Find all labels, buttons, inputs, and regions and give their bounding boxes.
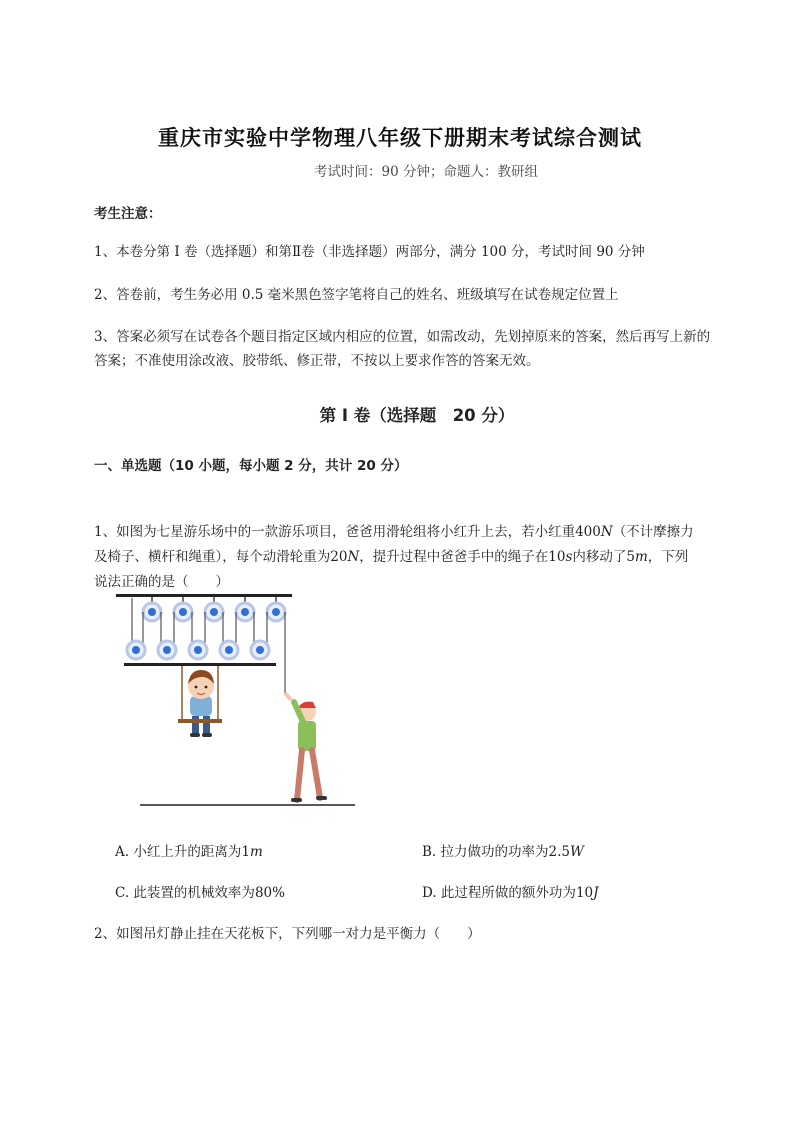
question-2: 2、如图吊灯静止挂在天花板下，下列哪一对力是平衡力（ ） [94,926,481,942]
question-1-line-1: 1、如图为七星游乐场中的一款游乐项目，爸爸用滑轮组将小红升上去，若小红重400N（不计摩擦力 [94,524,694,540]
swing-seat [178,719,222,723]
exam-info: 考试时间：90 分钟；命题人：教研组 [314,164,538,180]
movable-beam [124,663,276,666]
child-on-swing [188,670,214,737]
fixed-beam [116,594,292,597]
option-b[interactable]: B. 拉力做功的功率为2.5W [422,844,584,860]
notice-item-1: 1、本卷分第 I 卷（选择题）和第Ⅱ卷（非选择题）两部分，满分 100 分，考试时间 90 分钟 [94,244,645,260]
option-c[interactable]: C. 此装置的机械效率为80% [115,885,285,901]
question-1-line-2: 及椅子、横杆和绳重），每个动滑轮重为20N，提升过程中爸爸手中的绳子在10s内移动了5m，下列 [94,549,689,565]
section-title: 第 I 卷（选择题 20 分） [319,406,515,425]
question-1-line-3: 说法正确的是（ ） [94,574,229,590]
question-1 [94,520,714,595]
father-pulling-rope [285,693,327,802]
pulley-ride-illustration [110,588,360,810]
notice-item-2: 2、答卷前，考生务必用 0.5 毫米黑色签字笔将自己的姓名、班级填写在试卷规定位置上 [94,287,619,303]
part-heading: 一、单选题（10 小题，每小题 2 分，共计 20 分） [94,458,408,474]
page-title: 重庆市实验中学物理八年级下册期末考试综合测试 [158,126,642,150]
notice-heading: 考生注意： [94,206,162,222]
option-a[interactable]: A. 小红上升的距离为1m [115,844,263,860]
fixed-pulley-row [143,597,285,621]
option-d[interactable]: D. 此过程所做的额外功为10J [422,885,599,901]
notice-item-3: 3、答案必须写在试卷各个题目指定区域内相应的位置，如需改动，先划掉原来的答案，然后再写上新的答案；不准使用涂改液、胶带纸、修正带，不按以上要求作答的答案无效。 [94,329,711,369]
movable-pulley-row [127,641,269,659]
